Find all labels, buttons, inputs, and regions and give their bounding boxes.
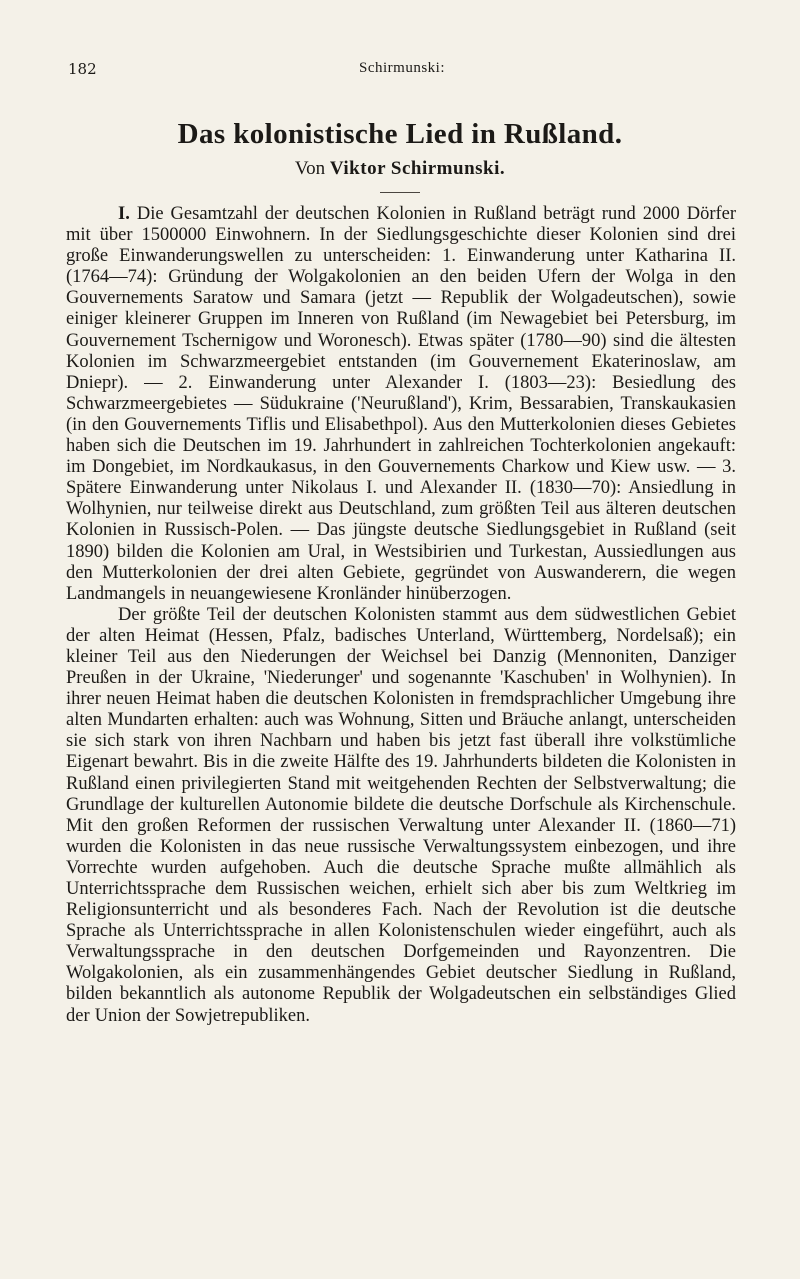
article-title: Das kolonistische Lied in Rußland.: [177, 118, 623, 150]
page-number: 182: [68, 60, 97, 78]
paragraph-text: Der größte Teil der deutschen Kolonisten stammt aus dem südwestlichen Gebiet der alten Heimat (Hessen, Pfalz, badisches Unterland, Württemberg, Nordelsaß); ein kleiner Teil aus den Niederungen der Weichsel bei Danzig (Mennoniten, Danziger Preußen in der Ukraine, 'Niederunger' und sogenannte 'Kaschuben' in Wolhynien). In ihrer neuen Heimat haben die deutschen Kolonisten in fremdsprachlicher Umgebung ihre alten Mundarten erhalten: auch was Wohnung, Sitten und Bräuche anlangt, unterscheiden sie sich stark von ihren Nachbarn und haben bis jetzt fast überall ihre volkstümliche Eigenart bewahrt. Bis in die zweite Hälfte des 19. Jahrhunderts bildeten die Kolonisten in Rußland einen privilegierten Stand mit weitgehenden Rechten der Selbstverwaltung; die Grundlage der kulturellen Autonomie bildete die deutsche Dorfschule als Kirchenschule. Mit den großen Reformen der russischen Verwaltung unter Alexander II. (1860—71) wurden die Kolonisten in das neue russische Verwaltungssystem einbezogen, und ihre Vorrechte wurden aufgehoben. Auch die deutsche Sprache mußte allmählich als Unterrichtssprache dem Russischen weichen, erhielt sich aber bis zum Weltkrieg im Religionsunterricht und als besonderes Fach. Nach der Revolution ist die deutsche Sprache als Unterrichtssprache in allen Kolonistenschulen wieder eingeführt, auch als Verwaltungssprache in den deutschen Dorfgemeinden und Rayonzentren. Die Wolgakolonien, als ein zusammenhängendes Gebiet deutscher Siedlung in Rußland, bilden bekanntlich als autonome Republik der Wolgadeutschen ein selbständiges Glied der Union der Sowjetrepubliken.: [66, 604, 736, 1026]
paragraph-text: Die Gesamtzahl der deutschen Kolonien in Rußland beträgt rund 2000 Dörfer mit über 1500000 Einwohnern. In der Siedlungsgeschichte dieser Kolonien sind drei große Einwanderungswellen zu unterscheiden: 1. Einwanderung unter Katharina II. (1764—74): Gründung der Wolgakolonien an den beiden Ufern der Wolga in den Gouvernements Saratow und Samara (jetzt — Republik der Wolgadeutschen), sowie einiger kleinerer Gruppen im Inneren von Rußland (im Newagebiet bei Petersburg, im Gouvernement Tschernigow und Woronesch). Etwas später (1780—90) sind die ältesten Kolonien im Schwarzmeergebiet entstanden (im Gouvernement Ekaterinoslaw, am Dniepr). — 2. Einwanderung unter Alexander I. (1803—23): Besiedlung des Schwarzmeergebietes — Südukraine ('Neurußland'), Krim, Bessarabien, Transkaukasien (in den Gouvernements Tiflis und Elisabethpol). Aus den Mutterkolonien dieses Gebietes haben sich die Deutschen im 19. Jahrhundert in zahlreichen Tochterkolonien angekauft: im Dongebiet, im Nordkaukasus, in den Gouvernements Charkow und Kiew usw. — 3. Spätere Einwanderung unter Nikolaus I. und Alexander II. (1830—70): Ansiedlung in Wolhynien, nur teilweise direkt aus Deutschland, zum größten Teil aus älteren deutschen Kolonien in Russisch-Polen. — Das jüngste deutsche Siedlungsgebiet in Rußland (seit 1890) bilden die Kolonien am Ural, in Westsibirien und Turkestan, Aussiedlungen aus den Mutterkolonien der drei alten Gebiete, gegründet von Auswanderern, die wegen Landmangels in neuangewiesene Kronländer hinüberzogen.: [66, 204, 737, 604]
running-head: [68, 60, 736, 84]
paragraph-2: [66, 605, 736, 1027]
author-name: Viktor Schirmunski.: [329, 158, 506, 179]
title-divider: [380, 192, 420, 193]
byline-prefix: Von: [294, 158, 326, 179]
running-title: Schirmunski:: [358, 60, 445, 76]
section-number: I.: [118, 204, 130, 224]
byline: [0, 158, 800, 180]
paragraph-1: [66, 204, 736, 605]
article-body: [66, 204, 736, 1027]
